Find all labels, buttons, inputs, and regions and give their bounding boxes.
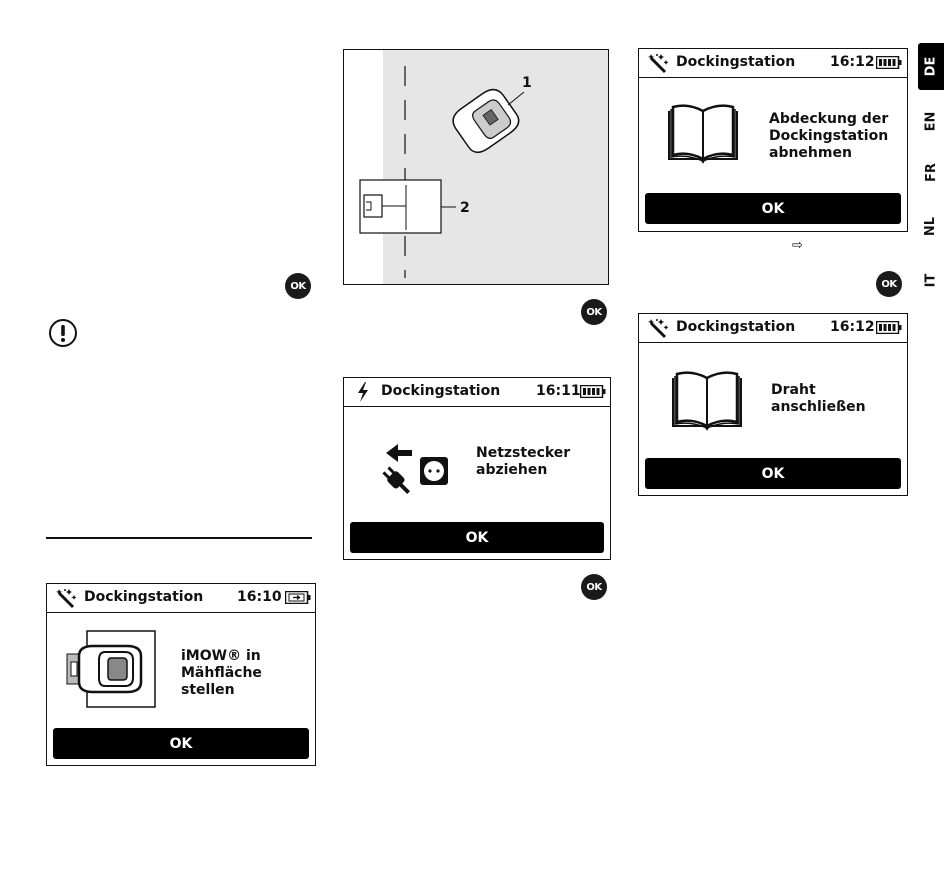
language-tab-it[interactable]: IT	[923, 273, 939, 287]
ok-button-icon: OK	[581, 299, 607, 325]
mower-in-area-icon	[65, 630, 157, 710]
screen-time: 16:12	[830, 54, 875, 70]
display-screen-cover	[638, 48, 908, 232]
language-tab-en[interactable]: EN	[923, 111, 939, 131]
screen-message: Draht anschließen	[771, 382, 866, 415]
language-tab-nl[interactable]: NL	[923, 216, 939, 236]
next-arrow-icon: ⇨	[792, 238, 803, 253]
battery-full-icon	[876, 321, 902, 334]
lightning-icon	[352, 381, 374, 403]
ok-button-icon: OK	[876, 271, 902, 297]
warning-icon	[48, 318, 78, 348]
screen-message: Netzstecker abziehen	[476, 445, 571, 478]
figure-mower-docking	[343, 49, 609, 285]
ok-button-icon: OK	[581, 574, 607, 600]
screen-header	[47, 584, 315, 613]
magic-wand-icon	[647, 52, 669, 74]
display-screen-unplug	[343, 377, 611, 560]
battery-charging-icon	[285, 591, 311, 604]
screen-ok-button[interactable]: OK	[645, 193, 901, 224]
section-divider	[46, 537, 312, 539]
screen-header	[639, 314, 907, 343]
screen-title: Dockingstation	[381, 383, 501, 399]
screen-time: 16:11	[536, 383, 581, 399]
battery-full-icon	[580, 385, 606, 398]
language-tab-fr[interactable]: FR	[923, 162, 939, 182]
magic-wand-icon	[55, 587, 77, 609]
figure-label-1: 1	[522, 75, 532, 91]
manual-book-icon	[665, 99, 743, 167]
screen-message: Abdeckung der Dockingstation abnehmen	[769, 111, 889, 161]
magic-wand-icon	[647, 317, 669, 339]
battery-full-icon	[876, 56, 902, 69]
unplug-icon	[380, 442, 452, 498]
display-screen-wire	[638, 313, 908, 496]
screen-time: 16:10	[237, 589, 282, 605]
screen-time: 16:12	[830, 319, 875, 335]
screen-message: iMOW® in Mähfläche stellen	[181, 648, 262, 698]
screen-header	[639, 49, 907, 78]
screen-title: Dockingstation	[676, 319, 796, 335]
screen-title: Dockingstation	[84, 589, 204, 605]
screen-header	[344, 378, 610, 407]
screen-ok-button[interactable]: OK	[350, 522, 604, 553]
display-screen-place	[46, 583, 316, 766]
screen-ok-button[interactable]: OK	[645, 458, 901, 489]
screen-title: Dockingstation	[676, 54, 796, 70]
ok-button-icon: OK	[285, 273, 311, 299]
manual-book-icon	[669, 366, 747, 434]
figure-label-2: 2	[460, 200, 470, 216]
language-tab-de[interactable]: DE	[918, 43, 944, 90]
screen-ok-button[interactable]: OK	[53, 728, 309, 759]
